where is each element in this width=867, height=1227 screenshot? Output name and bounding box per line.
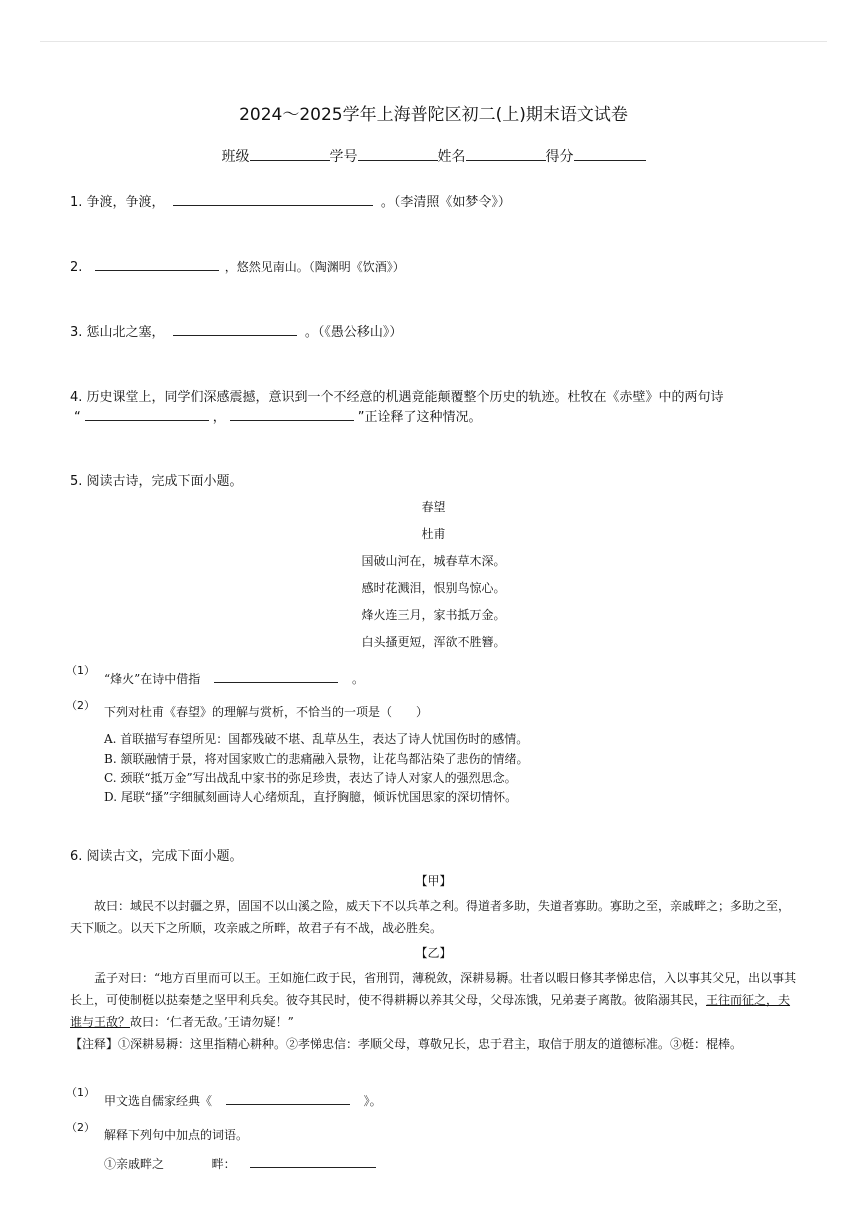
q6-sub1-num: （1）: [66, 1086, 95, 1099]
q5-sub2-num: （2）: [66, 699, 95, 712]
option-a[interactable]: A. 首联描写春望所见：国都残破不堪、乱草丛生，表达了诗人忧国伤时的感情。: [104, 732, 529, 746]
page-title: 2024～2025学年上海普陀区初二(上)期末语文试卷: [239, 105, 628, 125]
q4-blank-2[interactable]: [230, 406, 354, 421]
q5-sub1-text: “烽火”在诗中借指: [104, 672, 201, 686]
q4-comma: ，: [212, 410, 226, 425]
q6-sub1-end: 》。: [363, 1094, 382, 1108]
q5-sub1-end: 。: [351, 672, 364, 686]
poem-line: 国破山河在，城春草木深。: [361, 554, 506, 568]
class-label: 班级: [221, 149, 250, 165]
q3-end: 。（《愚公移山》）: [304, 325, 403, 340]
question-4-line2: [74, 406, 482, 425]
question-6-heading: 6. 阅读古文，完成下面小题。: [70, 849, 243, 864]
q6-item-label: ①亲戚畔之: [104, 1157, 165, 1171]
question-3: [70, 321, 402, 340]
score-blank[interactable]: [574, 146, 646, 161]
option-b[interactable]: B. 颔联融情于景，将对国家败亡的悲痛融入景物，让花鸟都沾染了悲伤的情绪。: [104, 752, 529, 766]
passage-jia-label: 【甲】: [415, 874, 452, 888]
question-2: [70, 256, 405, 275]
poem-line: 感时花溅泪，恨别鸟惊心。: [361, 581, 506, 595]
q5-sub2-text: 下列对杜甫《春望》的理解与赏析，不恰当的一项是（ ）: [104, 705, 429, 719]
passage-yi-label: 【乙】: [415, 946, 452, 960]
poem-line: 烽火连三月，家书抵万金。: [361, 608, 506, 622]
passage-yi-text-a: 孟子对曰：“地方百里而可以王。王如施仁政于民，省刑罚，薄税敛，深耕易耨。壮者以暇日修其孝悌忠信，入以事其父兄，出以事其长上，可使制梃以挞秦楚之坚甲利兵矣。彼夺其民时，使不得耕耨以养其父母，父母冻饿，兄弟妻子离散。彼陷溺其民，: [70, 971, 797, 1007]
option-c[interactable]: C. 颈联“抵万金”写出战乱中家书的弥足珍贵，表达了诗人对家人的强烈思念。: [104, 771, 517, 785]
q4-blank-1[interactable]: [85, 406, 209, 421]
question-5-heading: 5. 阅读古诗，完成下面小题。: [70, 474, 243, 489]
q2-blank[interactable]: [95, 256, 219, 271]
q6-sub2-num: （2）: [66, 1121, 95, 1134]
q6-sub1-text: 甲文选自儒家经典《: [104, 1094, 213, 1108]
id-blank[interactable]: [358, 146, 438, 161]
poem-author: 杜甫: [421, 527, 446, 541]
poem-line: 白头搔更短，浑欲不胜簪。: [361, 635, 506, 649]
q2-num: 2.: [70, 260, 83, 275]
q1-blank[interactable]: [173, 191, 373, 206]
poem-title: 春望: [421, 500, 446, 514]
name-label: 姓名: [437, 149, 466, 165]
q6-sub2-item-1: [104, 1153, 376, 1172]
q5-sub1-num: （1）: [66, 664, 95, 677]
q3-blank[interactable]: [173, 321, 297, 336]
student-info-row: [0, 146, 867, 166]
q6-sub1-blank[interactable]: [226, 1090, 350, 1105]
q1-text: 1. 争渡，争渡，: [70, 195, 165, 210]
id-label: 学号: [329, 149, 358, 165]
q3-text: 3. 惩山北之塞，: [70, 325, 165, 340]
q6-sub1: [104, 1090, 382, 1109]
q5-sub1-blank[interactable]: [214, 668, 338, 683]
passage-jia: 故曰：域民不以封疆之界，固国不以山溪之险，威天下不以兵革之利。得道者多助，失道者寡助。寡助之至，亲戚畔之；多助之至，天下顺之。以天下之所顺，攻亲戚之所畔，故君子有不战，战必胜矣。: [70, 899, 791, 935]
q6-sub2-text: 解释下列句中加点的词语。: [104, 1128, 249, 1142]
top-rule: [40, 41, 827, 42]
q1-end: 。（李清照《如梦令》）: [380, 195, 511, 210]
q5-sub1: [104, 668, 364, 687]
score-label: 得分: [545, 149, 574, 165]
passage-yi-text-b: 故曰：‘仁者无敌。’王请勿疑！”: [130, 1015, 294, 1029]
q4-end: ”正诠释了这种情况。: [357, 410, 482, 425]
passage-yi-underlined: 王往而征之，夫谁与王敌？: [70, 993, 791, 1029]
question-4-line1: 4. 历史课堂上，同学们深感震撼，意识到一个不经意的机遇竟能颠覆整个历史的轨迹。杜牧在《赤壁》中的两句诗: [70, 390, 724, 405]
class-blank[interactable]: [250, 146, 330, 161]
annotation-note: 【注释】①深耕易耨：这里指精心耕种。②孝悌忠信：孝顺父母，尊敬兄长，忠于君主，取信于朋友的道德标准。③梃：棍棒。: [70, 1037, 743, 1051]
q2-end: ，悠然见南山。（陶渊明《饮酒》）: [224, 260, 405, 274]
q6-item-blank[interactable]: [250, 1153, 376, 1168]
q4-open-quote: “: [74, 410, 81, 425]
option-d[interactable]: D. 尾联“搔”字细腻刻画诗人心绪烦乱，直抒胸臆，倾诉忧国思家的深切情怀。: [104, 790, 518, 804]
q6-item-word: 畔：: [211, 1157, 236, 1171]
passage-yi: [70, 967, 800, 1033]
name-blank[interactable]: [466, 146, 546, 161]
question-1: [70, 191, 511, 210]
